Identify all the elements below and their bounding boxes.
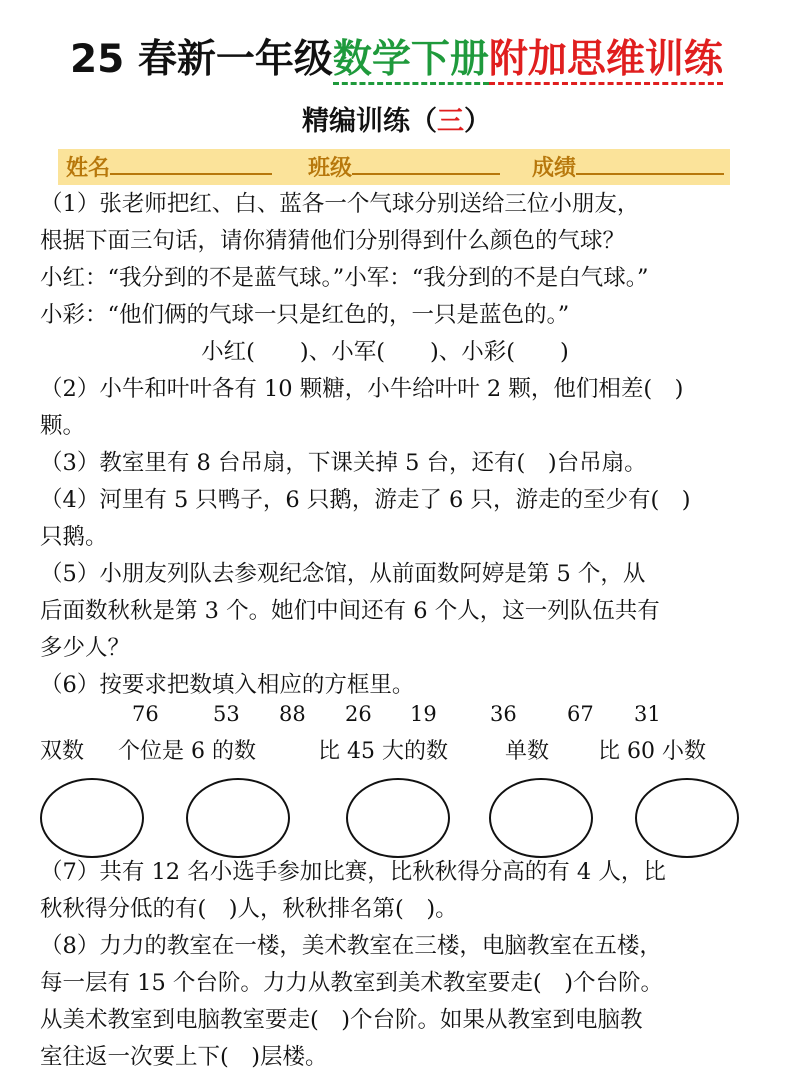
name-field bbox=[66, 151, 272, 185]
q1-line-3: 小红：“我分到的不是蓝气球。”小军：“我分到的不是白气球。” bbox=[40, 265, 649, 291]
subtitle-suffix: ） bbox=[464, 106, 491, 137]
q7-line-2: 秋秋得分低的有( )人，秋秋排名第( )。 bbox=[40, 896, 458, 922]
q3-line-1: （3）教室里有 8 台吊扇，下课关掉 5 台，还有( )台吊扇。 bbox=[40, 450, 647, 476]
q6-category-odd: 单数 bbox=[505, 739, 550, 764]
q6-category-ones-six: 个位是 6 的数 bbox=[118, 739, 256, 764]
name-blank[interactable] bbox=[110, 151, 272, 175]
student-info-bar bbox=[58, 149, 730, 185]
q8-line-4: 室往返一次要上下( )层楼。 bbox=[40, 1044, 328, 1070]
q1-line-2: 根据下面三句话，请你猜猜他们分别得到什么颜色的气球？ bbox=[40, 228, 626, 254]
q6-number: 31 bbox=[634, 702, 661, 726]
score-blank[interactable] bbox=[576, 151, 724, 175]
q6-category-even: 双数 bbox=[40, 739, 85, 764]
title-part-grade: 25 春新一年级 bbox=[70, 37, 333, 82]
score-label: 成绩 bbox=[532, 156, 577, 181]
answer-oval-odd[interactable] bbox=[489, 778, 593, 858]
q2-line-2: 颗。 bbox=[40, 413, 86, 439]
q5-line-2: 后面数秋秋是第 3 个。她们中间还有 6 个人，这一列队伍共有 bbox=[40, 598, 660, 624]
questions-part-2 bbox=[40, 854, 780, 1076]
worksheet-subtitle bbox=[0, 100, 793, 144]
q1-line-1: （1）张老师把红、白、蓝各一个气球分别送给三位小朋友， bbox=[40, 191, 640, 217]
q4-line-1: （4）河里有 5 只鸭子，6 只鹅，游走了 6 只，游走的至少有( ) bbox=[40, 487, 691, 513]
q6-number-row bbox=[0, 697, 793, 731]
title-part-topic: 附加思维训练 bbox=[489, 37, 723, 85]
questions-part-1 bbox=[40, 186, 770, 704]
q8-line-3: 从美术教室到电脑教室要走( )个台阶。如果从教室到电脑教 bbox=[40, 1007, 643, 1033]
answer-oval-ones-six[interactable] bbox=[186, 778, 290, 858]
q6-category-row bbox=[0, 733, 793, 770]
class-label: 班级 bbox=[308, 156, 353, 181]
title-part-subject: 数学下册 bbox=[333, 37, 489, 85]
name-label: 姓名 bbox=[66, 156, 111, 181]
worksheet-title bbox=[0, 30, 793, 90]
q6-number: 19 bbox=[410, 702, 437, 726]
q6-category-under-60: 比 60 小数 bbox=[598, 739, 706, 764]
q4-line-2: 只鹅。 bbox=[40, 524, 108, 550]
score-field bbox=[532, 151, 724, 185]
answer-oval-over-45[interactable] bbox=[346, 778, 450, 858]
answer-oval-even[interactable] bbox=[40, 778, 144, 858]
q5-line-3: 多少人？ bbox=[40, 635, 131, 661]
q5-line-1: （5）小朋友列队去参观纪念馆，从前面数阿婷是第 5 个，从 bbox=[40, 561, 646, 587]
q6-number: 88 bbox=[279, 702, 306, 726]
q6-number: 26 bbox=[345, 702, 372, 726]
class-field bbox=[308, 151, 500, 185]
q6-number: 76 bbox=[132, 702, 159, 726]
q1-line-4: 小彩：“他们俩的气球一只是红色的，一只是蓝色的。” bbox=[40, 302, 570, 328]
q7-line-1: （7）共有 12 名小选手参加比赛，比秋秋得分高的有 4 人，比 bbox=[40, 859, 666, 885]
q8-line-1: （8）力力的教室在一楼，美术教室在三楼，电脑教室在五楼， bbox=[40, 933, 662, 959]
q6-answer-ovals bbox=[0, 778, 793, 862]
q2-line-1: （2）小牛和叶叶各有 10 颗糖，小牛给叶叶 2 颗，他们相差( ) bbox=[40, 376, 684, 402]
answer-oval-under-60[interactable] bbox=[635, 778, 739, 858]
class-blank[interactable] bbox=[352, 151, 500, 175]
q6-category-over-45: 比 45 大的数 bbox=[318, 739, 448, 764]
q6-line-1: （6）按要求把数填入相应的方框里。 bbox=[40, 672, 415, 698]
q6-number: 36 bbox=[490, 702, 517, 726]
q1-answer-line: 小红( )、小军( )、小彩( ) bbox=[201, 339, 569, 365]
q8-line-2: 每一层有 15 个台阶。力力从教室到美术教室要走( )个台阶。 bbox=[40, 970, 663, 996]
subtitle-number: 三 bbox=[437, 106, 464, 137]
subtitle-prefix: 精编训练（ bbox=[302, 106, 437, 137]
q6-number: 53 bbox=[213, 702, 240, 726]
q6-number: 67 bbox=[567, 702, 594, 726]
